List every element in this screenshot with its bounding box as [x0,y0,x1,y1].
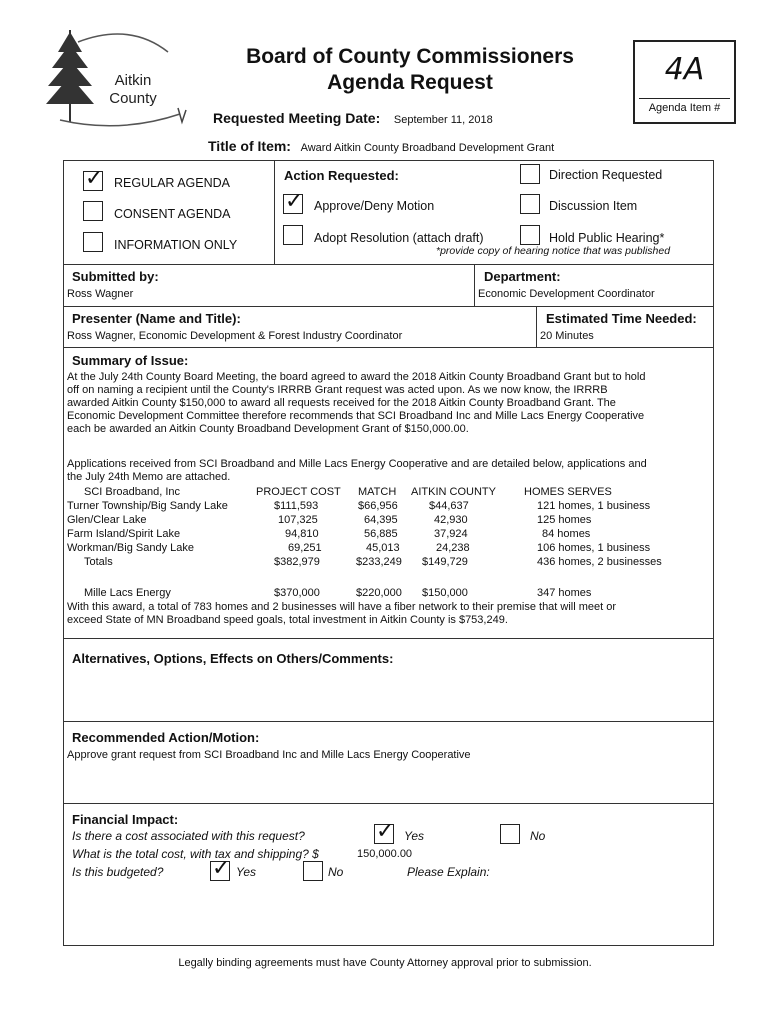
table-cell: 37,924 [434,528,468,540]
table-cell: 42,930 [434,514,468,526]
agenda-item-number: 4A [664,52,705,87]
table-cell: Mille Lacs Energy [84,587,171,599]
county-logo [40,22,200,132]
agenda-item-box [633,40,736,124]
summary-line: At the July 24th County Board Meeting, the board agreed to award the 2018 Aitkin County Broadband Grant but to hold [67,371,646,383]
hearing-note: *provide copy of hearing notice that was published [436,245,671,257]
agenda-form [63,160,714,946]
title-line1: Board of County Commissioners [246,45,574,68]
adopt-resolution-checkbox[interactable] [283,225,303,245]
table-cell: 107,325 [278,514,318,526]
table-cell: 94,810 [285,528,319,540]
table-heading-homes: HOMES SERVES [524,486,612,498]
estimated-time-label: Estimated Time Needed: [546,311,697,326]
cost-no-label: No [530,829,546,843]
table-cell: Glen/Clear Lake [67,514,147,526]
table-cell: 125 homes [537,514,592,526]
regular-agenda-label: REGULAR AGENDA [114,176,231,190]
public-hearing-label: Hold Public Hearing* [549,231,665,245]
table-cell: 347 homes [537,587,592,599]
summary-line: Applications received from SCI Broadband and Mille Lacs Energy Cooperative and are detailed below, applications and [67,458,647,470]
table-cell: 69,251 [288,542,322,554]
budgeted-question: Is this budgeted? [72,865,164,879]
table-cell: 56,885 [364,528,398,540]
total-cost-value: 150,000.00 [357,848,413,860]
discussion-item-checkbox[interactable] [520,194,540,214]
summary-line: Economic Development Committee therefore recommends that SCI Broadband Inc and Mille Lacs Energy Cooperative [67,410,645,422]
consent-agenda-label: CONSENT AGENDA [114,207,231,221]
table-heading-county: AITKIN COUNTY [411,486,496,498]
meeting-date-label: Requested Meeting Date: [213,110,381,126]
regular-agenda-checkbox[interactable]: ✓ [85,165,104,190]
consent-agenda-checkbox[interactable] [83,201,103,221]
table-cell: 24,238 [436,542,470,554]
table-heading-match: MATCH [358,486,397,498]
table-cell: 45,013 [366,542,400,554]
submitted-by-label: Submitted by: [72,269,159,284]
discussion-item-label: Discussion Item [549,199,638,213]
direction-requested-checkbox[interactable] [520,164,540,184]
cost-question: Is there a cost associated with this request? [72,829,305,843]
budgeted-no-label: No [328,865,344,879]
budgeted-no-checkbox[interactable] [303,861,323,881]
summary-line: the July 24th Memo are attached. [67,471,231,483]
recommended-action-value: Approve grant request from SCI Broadband Inc and Mille Lacs Energy Cooperative [67,749,471,761]
presenter-label: Presenter (Name and Title): [72,311,241,326]
meeting-date-row [213,110,493,126]
public-hearing-checkbox[interactable] [520,225,540,245]
financial-impact-label: Financial Impact: [72,812,179,827]
table-cell: $370,000 [274,587,320,599]
summary-paragraph-2 [67,458,712,484]
approve-deny-checkbox[interactable]: ✓ [285,188,304,213]
title-line2: Agenda Request [327,71,493,94]
table-cell: 106 homes, 1 business [537,542,651,554]
please-explain-label: Please Explain: [407,865,490,879]
table-cell: Totals [84,556,113,568]
direction-requested-label: Direction Requested [549,168,663,182]
cost-yes-label: Yes [404,829,425,843]
submitted-by-value: Ross Wagner [67,288,134,300]
action-requested-heading: Action Requested: [284,168,399,183]
summary-line: With this award, a total of 783 homes and 2 businesses will have a fiber network to their premise that will meet or [67,601,617,613]
table-cell: 84 homes [542,528,591,540]
footer-note: Legally binding agreements must have County Attorney approval prior to submission. [178,957,592,969]
table-cell: Farm Island/Spirit Lake [67,528,181,540]
adopt-resolution-label: Adopt Resolution (attach draft) [314,231,484,245]
total-cost-question: What is the total cost, with tax and shipping? $ [72,847,319,861]
page-title [200,44,620,96]
cost-yes-checkbox[interactable]: ✓ [376,818,395,843]
logo-text-line1: Aitkin [114,72,152,89]
estimated-time-value: 20 Minutes [540,330,594,342]
information-only-checkbox[interactable] [83,232,103,252]
table-cell: $66,956 [358,500,398,512]
budgeted-yes-checkbox[interactable]: ✓ [212,855,231,880]
alternatives-label: Alternatives, Options, Effects on Others/Comments: [72,651,394,666]
table-heading-project: PROJECT COST [256,486,341,498]
summary-paragraph-3 [67,601,712,627]
logo-text-line2: County [109,90,157,107]
title-of-item-label: Title of Item: [208,138,291,154]
table-cell: $382,979 [274,556,320,568]
table-cell: 436 homes, 2 businesses [537,556,662,568]
table-cell: Turner Township/Big Sandy Lake [67,500,228,512]
summary-paragraph-1 [67,371,712,436]
title-of-item-value: Award Aitkin County Broadband Development Grant [300,142,555,154]
recommended-action-label: Recommended Action/Motion: [72,730,260,745]
budgeted-yes-label: Yes [236,865,257,879]
table-cell: 64,395 [364,514,398,526]
table-cell: $44,637 [429,500,469,512]
department-value: Economic Development Coordinator [478,288,655,300]
table-cell: $150,000 [422,587,468,599]
summary-line: exceed State of MN Broadband speed goals, total investment in Aitkin County is $753,249. [67,614,508,626]
cost-no-checkbox[interactable] [500,824,520,844]
table-cell: Workman/Big Sandy Lake [67,542,194,554]
summary-line: off on naming a recipient until the County's IRRRB Grant request was acted upon. As we now know, the IRRRB [67,384,608,396]
table-cell: 121 homes, 1 business [537,500,651,512]
presenter-value: Ross Wagner, Economic Development & Forest Industry Coordinator [67,330,403,342]
information-only-label: INFORMATION ONLY [114,238,238,252]
summary-line: each be awarded an Aitkin County Broadband Development Grant of $150,000.00. [67,423,469,435]
summary-line: awarded Aitkin County $150,000 to award all requests received for the 2018 Aitkin County Broadband Grant. The [67,397,616,409]
table-cell: $149,729 [422,556,468,568]
title-of-item-row [208,138,554,154]
table-cell: $220,000 [356,587,402,599]
table-cell: $111,593 [274,500,319,512]
table-heading-name: SCI Broadband, Inc [84,486,181,498]
summary-label: Summary of Issue: [72,353,189,368]
department-label: Department: [484,269,561,284]
meeting-date-value: September 11, 2018 [393,114,493,126]
approve-deny-label: Approve/Deny Motion [314,199,435,213]
table-cell: $233,249 [356,556,402,568]
agenda-item-label: Agenda Item # [639,98,730,114]
